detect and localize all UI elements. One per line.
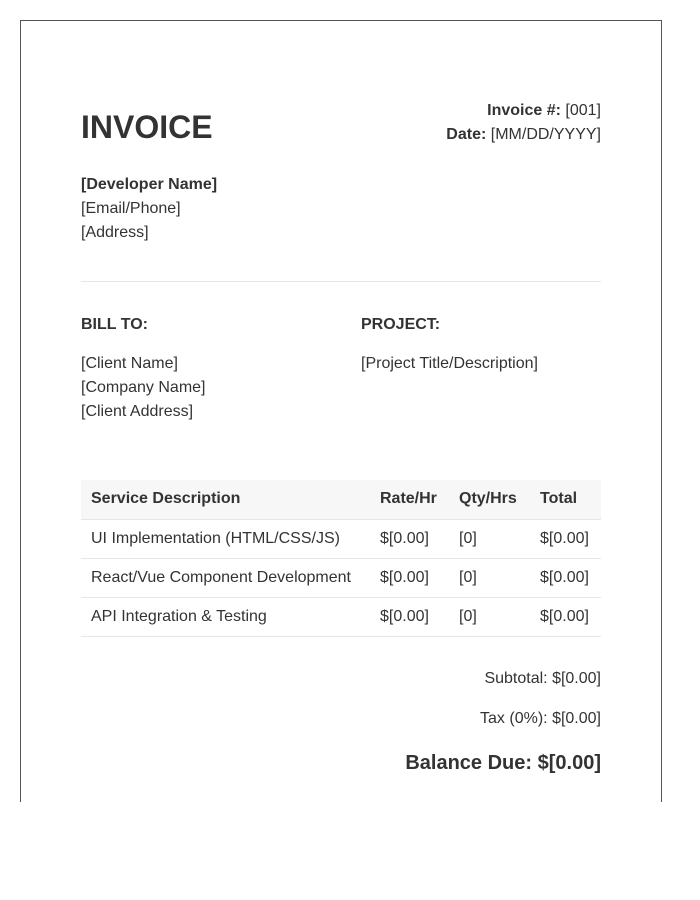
header-service-description: Service Description xyxy=(81,480,370,519)
client-address: [Client Address] xyxy=(81,403,194,420)
row-description: UI Implementation (HTML/CSS/JS) xyxy=(81,519,370,558)
header-qty: Qty/Hrs xyxy=(449,480,530,519)
project-description: [Project Title/Description] xyxy=(361,355,538,372)
row-qty: [0] xyxy=(449,558,530,597)
project-block xyxy=(361,352,538,376)
invoice-date-line xyxy=(446,123,601,147)
bill-to-block xyxy=(81,352,206,424)
header-divider xyxy=(81,281,601,282)
sender-name: [Developer Name] xyxy=(81,176,218,193)
row-total: $[0.00] xyxy=(530,597,601,636)
sender-block xyxy=(81,173,217,245)
balance-value: $[0.00] xyxy=(537,752,601,774)
services-table xyxy=(81,480,601,637)
tax-label: Tax (0%): xyxy=(480,710,548,727)
invoice-number-line xyxy=(446,99,601,123)
invoice-date-label: Date: xyxy=(446,126,487,143)
row-description: API Integration & Testing xyxy=(81,597,370,636)
balance-label: Balance Due: xyxy=(405,752,533,774)
row-description: React/Vue Component Development xyxy=(81,558,370,597)
row-total: $[0.00] xyxy=(530,558,601,597)
invoice-page xyxy=(20,20,662,802)
header-total: Total xyxy=(530,480,601,519)
table-row xyxy=(81,558,601,597)
invoice-date-value: [MM/DD/YYYY] xyxy=(490,126,601,143)
project-heading: PROJECT: xyxy=(361,316,441,333)
row-qty: [0] xyxy=(449,519,530,558)
row-rate: $[0.00] xyxy=(370,519,449,558)
table-row xyxy=(81,597,601,636)
company-name: [Company Name] xyxy=(81,379,206,396)
totals-block xyxy=(405,667,601,775)
row-total: $[0.00] xyxy=(530,519,601,558)
invoice-number-value: [001] xyxy=(565,102,601,119)
subtotal-line xyxy=(405,667,601,707)
sender-contact: [Email/Phone] xyxy=(81,200,181,217)
tax-value: $[0.00] xyxy=(552,710,601,727)
bill-to-heading: BILL TO: xyxy=(81,316,148,333)
row-qty: [0] xyxy=(449,597,530,636)
subtotal-value: $[0.00] xyxy=(552,670,601,687)
balance-due-line xyxy=(405,751,601,775)
table-row xyxy=(81,519,601,558)
subtotal-label: Subtotal: xyxy=(484,670,548,687)
invoice-title: INVOICE xyxy=(81,109,213,145)
tax-line xyxy=(405,707,601,747)
sender-address: [Address] xyxy=(81,224,149,241)
table-header-row xyxy=(81,480,601,519)
row-rate: $[0.00] xyxy=(370,558,449,597)
client-name: [Client Name] xyxy=(81,355,178,372)
header-rate: Rate/Hr xyxy=(370,480,449,519)
invoice-meta xyxy=(446,99,601,147)
row-rate: $[0.00] xyxy=(370,597,449,636)
invoice-number-label: Invoice #: xyxy=(487,102,561,119)
